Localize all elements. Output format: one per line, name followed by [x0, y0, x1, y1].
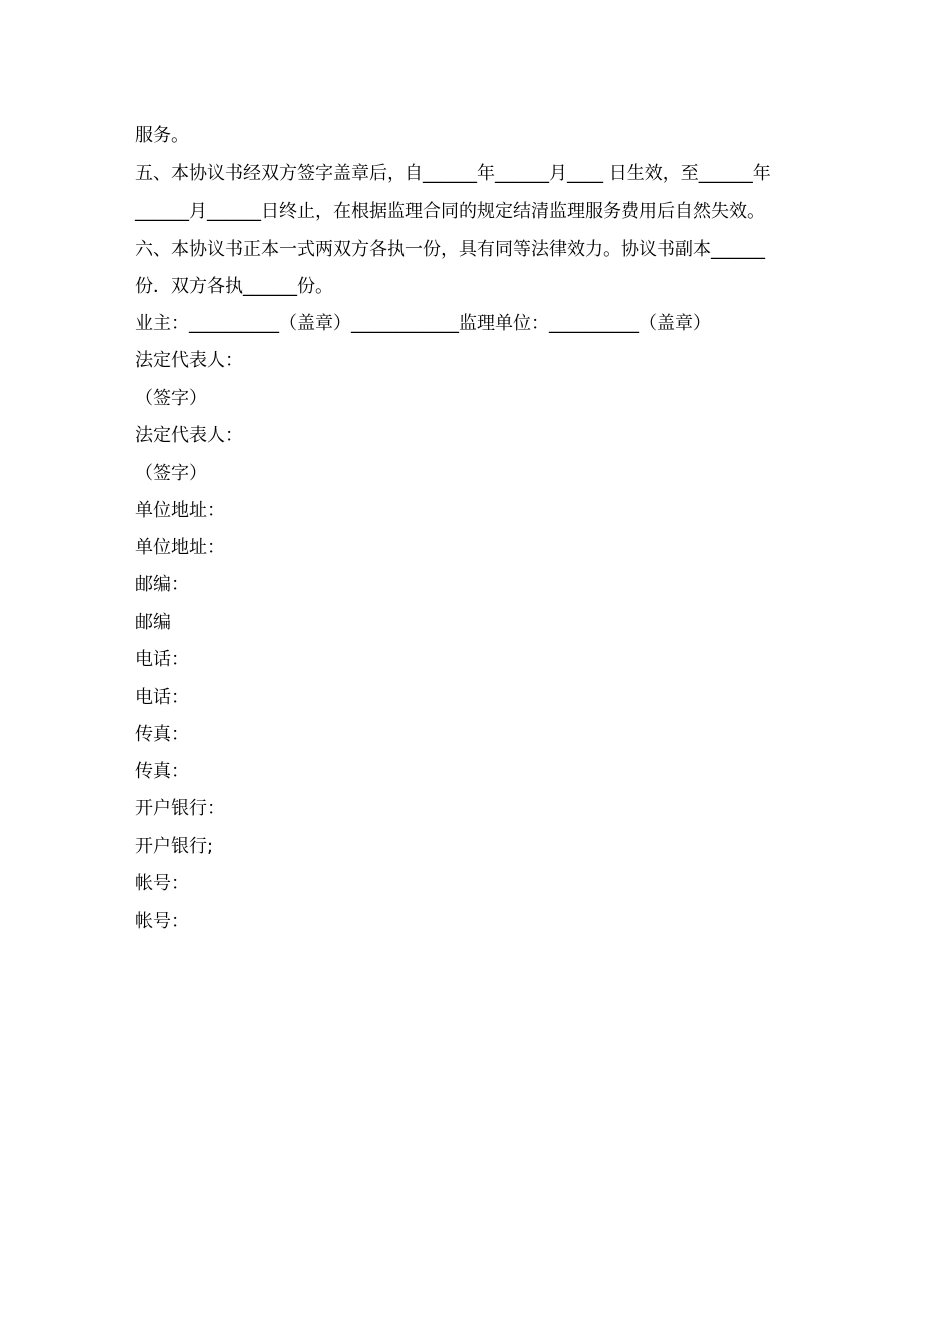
fax-label: 传真： [135, 724, 189, 745]
account-label: 帐号： [135, 873, 189, 894]
clause-five-line-1: 五、本协议书经双方签字盖章后，自______年______月____ 日生效，至______年 [135, 163, 771, 184]
postcode-label: 邮编： [135, 574, 189, 595]
bank-label: 开户银行： [135, 798, 225, 819]
postcode-label: 邮编 [135, 612, 171, 633]
signature-label: （签字） [135, 388, 207, 409]
unit-address-label: 单位地址： [135, 500, 225, 521]
clause-six-line-2: 份．双方各执______份。 [135, 276, 333, 297]
legal-representative-label: 法定代表人： [135, 350, 243, 371]
account-label: 帐号： [135, 911, 189, 932]
signature-parties-line: 业主：__________（盖章）____________监理单位：__________（盖章） [135, 313, 711, 334]
clause-five-line-2: ______月______日终止，在根据监理合同的规定结清监理服务费用后自然失效。 [135, 201, 765, 222]
text-line-service: 服务。 [135, 125, 189, 146]
legal-representative-label: 法定代表人： [135, 425, 243, 446]
phone-label: 电话： [135, 649, 189, 670]
phone-label: 电话： [135, 687, 189, 708]
fax-label: 传真： [135, 761, 189, 782]
signature-label: （签字） [135, 463, 207, 484]
bank-label: 开户银行; [135, 836, 214, 857]
unit-address-label: 单位地址： [135, 537, 225, 558]
clause-six-line-1: 六、本协议书正本一式两双方各执一份，具有同等法律效力。协议书副本______ [135, 239, 765, 260]
